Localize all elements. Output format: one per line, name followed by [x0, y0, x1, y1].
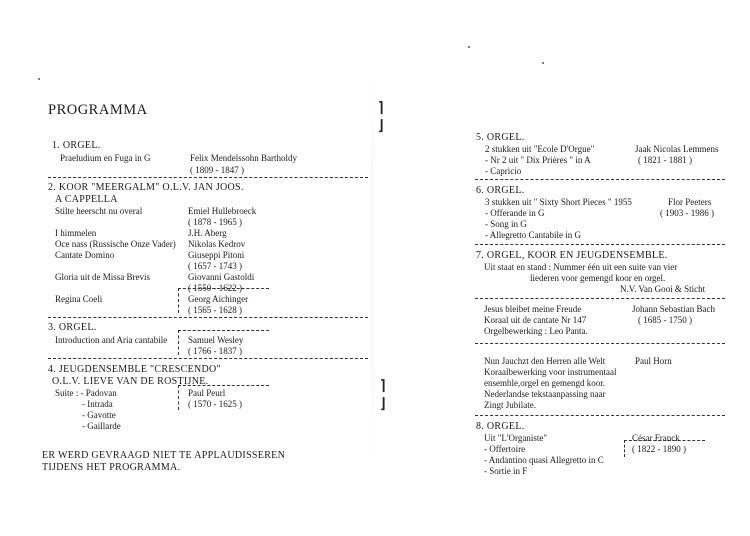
- s2-composer: Emiel Hullebroeck: [188, 206, 257, 216]
- section-3-dates: ( 1766 - 1837 ): [188, 346, 242, 356]
- s2-piece: Gloria uit de Missa Brevis: [55, 272, 150, 282]
- divider: [475, 343, 725, 344]
- binding-mark: ⌋: [380, 397, 386, 412]
- s6-line: 3 stukken uit " Sixty Short Pieces " 1955: [485, 197, 632, 207]
- s6-line: - Allegretto Cantabile in G: [485, 230, 581, 240]
- s2-dates: ( 1565 - 1628 ): [188, 305, 242, 315]
- s7-intro: Uit staat en stand : Nummer één uit een suite van vier: [484, 262, 678, 272]
- s7a-line: Jesus bleibet meine Freude: [484, 304, 582, 314]
- page-title: PROGRAMMA: [48, 102, 148, 118]
- section-4-sub: O.L.V. LIEVE VAN DE ROSTIJNE.: [52, 376, 209, 387]
- s6-line: - Offerande in G: [485, 208, 545, 218]
- section-4-dates: ( 1570 - 1625 ): [188, 399, 242, 409]
- s2-composer: Nikolas Kedrov: [188, 239, 246, 249]
- s2-dates: ( 1878 - 1965 ): [188, 217, 242, 227]
- s7b-line: Koraalbewerking voor instrumentaal: [484, 367, 617, 377]
- binding-mark: ⌉: [378, 101, 384, 116]
- page-fold: [372, 0, 373, 536]
- s8-line: - Offertoire: [484, 444, 526, 454]
- s2-piece: Cantate Domino: [55, 250, 115, 260]
- s2-composer: Giovanni Gastoldi: [188, 272, 255, 282]
- s5-line: 2 stukken uit "Ecole D'Orgue": [485, 144, 595, 154]
- s7a-dates: ( 1685 - 1750 ): [638, 315, 692, 325]
- s7b-line: Nederlandse tekstaanpassing naar: [484, 389, 606, 399]
- s5-line: - Nr 2 uit " Dix Prières " in A: [485, 155, 591, 165]
- s2-dates: ( 1550 - 1622 ): [188, 283, 242, 293]
- s7b-composer: Paul Horn: [635, 356, 672, 366]
- s7a-line: Orgelbewerking : Leo Panta.: [484, 326, 588, 336]
- section-1-heading: 1. ORGEL.: [52, 140, 101, 151]
- s7a-composer: Johann Sebastian Bach: [632, 304, 715, 314]
- section-8-dates: ( 1822 - 1890 ): [632, 444, 686, 454]
- section-6-dates: ( 1903 - 1986 ): [660, 208, 714, 218]
- divider: [48, 358, 368, 359]
- section-8-heading: 8. ORGEL.: [476, 421, 525, 432]
- divider: [178, 288, 269, 313]
- s5-line: - Capricio: [485, 166, 522, 176]
- divider: [475, 179, 725, 180]
- suite-item: - Intrada: [82, 399, 113, 409]
- suite-item: - Gaillarde: [82, 421, 121, 431]
- divider: [624, 440, 705, 457]
- s7a-line: Koraal uit de cantate Nr 147: [484, 315, 587, 325]
- s2-piece: Oce nass (Russische Onze Vader): [55, 239, 176, 249]
- section-5-dates: ( 1821 - 1881 ): [638, 155, 692, 165]
- divider: [475, 298, 725, 299]
- section-1-piece: Praeludium en Fuga in G: [60, 153, 151, 163]
- section-1-dates: ( 1809 - 1847 ): [190, 165, 244, 175]
- suite-item: - Gavotte: [82, 410, 116, 420]
- speck: [38, 78, 40, 80]
- section-8-composer: César Franck: [632, 433, 680, 443]
- s2-piece: Regina Coeli: [55, 294, 103, 304]
- section-6-composer: Flor Peeters: [668, 197, 712, 207]
- divider: [475, 244, 725, 245]
- s7b-line: ensemble,orgel en gemengd koor.: [484, 378, 606, 388]
- divider: [48, 317, 368, 318]
- section-3-heading: 3. ORGEL.: [48, 322, 97, 333]
- s2-piece: Stilte heerscht nu overal: [55, 206, 143, 216]
- divider: [48, 177, 368, 178]
- speck: [468, 46, 470, 48]
- section-1-composer: Felix Mendelssohn Bartholdy: [190, 153, 297, 163]
- divider: [475, 415, 725, 416]
- section-3-composer: Samuel Wesley: [188, 335, 244, 345]
- section-2-sub: A CAPPELLA: [55, 194, 118, 205]
- s2-composer: Georg Aichinger: [188, 294, 249, 304]
- speck: [542, 62, 544, 64]
- section-5-composer: Jaak Nicolas Lemmens: [635, 144, 719, 154]
- section-4-composer: Paul Peurl: [188, 388, 226, 398]
- section-5-heading: 5. ORGEL.: [476, 132, 525, 143]
- s2-composer: Giuseppi Pitoni: [188, 250, 245, 260]
- divider: [178, 385, 269, 410]
- s7-intro: liederen voor gemengd koor en orgel.: [530, 273, 666, 283]
- section-3-piece: Introduction and Aria cantabile: [55, 335, 168, 345]
- s6-line: - Song in G: [485, 219, 527, 229]
- s2-dates: ( 1657 - 1743 ): [188, 261, 242, 271]
- divider: [178, 330, 269, 355]
- s2-composer: J.H. Aberg: [188, 228, 227, 238]
- s7b-line: Zingt Jubilate.: [484, 400, 536, 410]
- s2-piece: I himmelen: [55, 228, 97, 238]
- binding-mark: ⌉: [380, 379, 386, 394]
- s7-publisher: N.V. Van Gooi & Sticht: [620, 284, 706, 294]
- notice-line-1: ER WERD GEVRAAGD NIET TE APPLAUDISSEREN: [42, 450, 286, 461]
- suite-label: Suite : - Padovan: [55, 388, 117, 398]
- section-4-heading: 4. JEUGDENSEMBLE "CRESCENDO": [48, 364, 221, 375]
- s8-line: - Andantino quasi Allegretto in C: [484, 455, 604, 465]
- s8-line: - Sortie in F: [484, 466, 528, 476]
- notice-line-2: TIJDENS HET PROGRAMMA.: [42, 462, 181, 473]
- s8-line: Uit "L'Organiste": [484, 433, 548, 443]
- section-2-heading: 2. KOOR "MEERGALM" O.L.V. JAN JOOS.: [48, 182, 244, 193]
- section-7-heading: 7. ORGEL, KOOR EN JEUGDENSEMBLE.: [476, 250, 668, 261]
- binding-mark: ⌋: [378, 119, 384, 134]
- s7b-line: Nun Jauchzt den Herren alle Welt: [484, 356, 606, 366]
- section-6-heading: 6. ORGEL.: [476, 185, 525, 196]
